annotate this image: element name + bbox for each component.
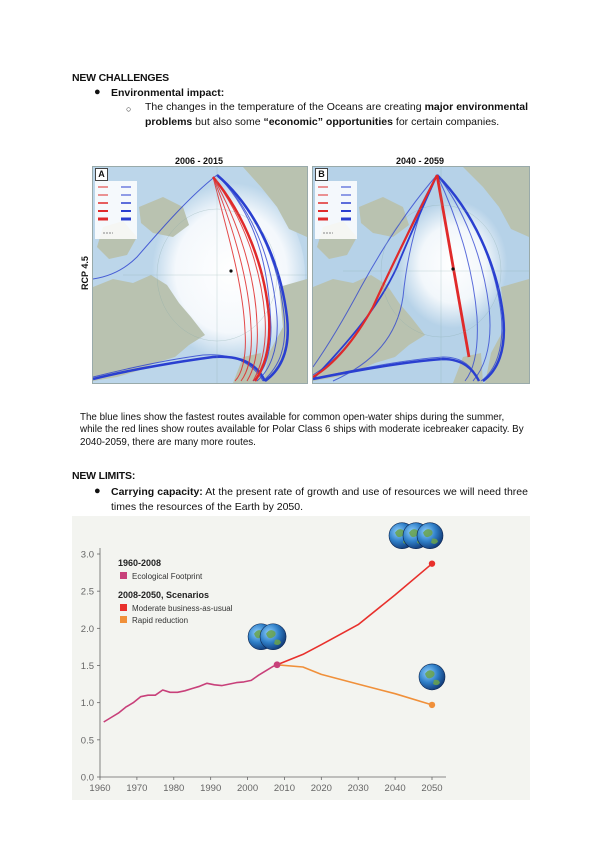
footprint-chart-svg [72,516,530,800]
maps-caption: The blue lines show the fastest routes available for common open-water ships during the summer, while the red lines show routes available for Polar Class 6 ships with moderate icebreaker capacity. By 2040-2059, there are many more routes. [80,412,524,448]
rcp-label: RCP 4.5 [80,256,90,290]
map-title-left: 2006 - 2015 [174,156,224,166]
y-tick-label: 1.0 [80,698,94,710]
marker-2008 [274,661,281,668]
marker-2050-moderate [429,560,435,566]
panel-letter-b: B [315,168,328,181]
y-tick-label: 2.0 [80,623,94,635]
y-tick-label: 0.0 [80,772,94,784]
series-line-rapid-reduction [277,665,432,705]
series-line-ecological-footprint [104,665,277,722]
legend-swatch-historic [120,572,127,579]
x-tick-label: 1960 [89,783,111,794]
bullet-title-carrying: Carrying capacity: [111,486,203,498]
y-tick-label: 3.0 [80,549,94,561]
x-tick-label: 1970 [126,783,148,794]
series-line-moderate-bau [277,564,432,665]
x-tick-label: 2010 [273,783,296,794]
bullet-icon: ● [94,86,101,98]
bullet-title-environmental: Environmental impact: [111,87,225,99]
y-tick-label: 1.5 [80,661,94,672]
legend-lines [315,181,357,239]
map-panel-2006-2015 [92,166,308,384]
x-tick-label: 2030 [347,783,369,794]
map-title-right: 2040 - 2059 [395,156,445,166]
sub-bullet-text [145,100,528,130]
legend-swatch-rapid [120,616,127,623]
section-heading-challenges: NEW CHALLENGES [72,72,169,84]
y-tick-label: 0.5 [80,735,94,747]
legend-group1-title: 1960-2008 [118,558,162,568]
emphasis-major-problems: major environmental problems [145,101,528,128]
x-tick-label: 2040 [384,783,406,794]
x-tick-label: 1980 [163,783,185,794]
legend-item-moderate: Moderate business-as-usual [132,604,233,613]
legend-item-rapid: Rapid reduction [132,616,189,625]
x-tick-label: 1990 [200,783,222,794]
map-legend [315,181,357,239]
bullet-carrying-capacity [111,485,528,515]
bullet-text: At the present rate of growth and use of resources we will need three times the resources of the Earth by 2050. [111,486,528,513]
legend-item-historic: Ecological Footprint [132,572,203,581]
text-part: but also some [192,116,264,128]
sub-bullet-icon: ○ [126,104,132,114]
panel-letter-a: A [95,168,108,181]
bullet-icon: ● [94,485,101,497]
x-tick-label: 2020 [310,783,332,794]
map-legend [95,181,137,239]
section-heading-limits: NEW LIMITS: [72,470,136,482]
footprint-chart [72,516,530,800]
chart-legend [118,558,233,625]
legend-group2-title: 2008-2050, Scenarios [118,590,210,600]
marker-2050-rapid [429,702,435,708]
legend-swatch-moderate [120,604,127,611]
x-tick-label: 2000 [236,783,259,794]
text-part: for certain companies. [392,116,500,128]
emphasis-economic: “economic” opportunities [263,116,393,128]
x-tick-label: 2050 [421,783,443,794]
y-tick-label: 2.5 [80,586,94,598]
text-part: The changes in the temperature of the Oceans are creating [145,101,425,113]
legend-lines [95,181,137,239]
map-panel-2040-2059 [312,166,530,384]
